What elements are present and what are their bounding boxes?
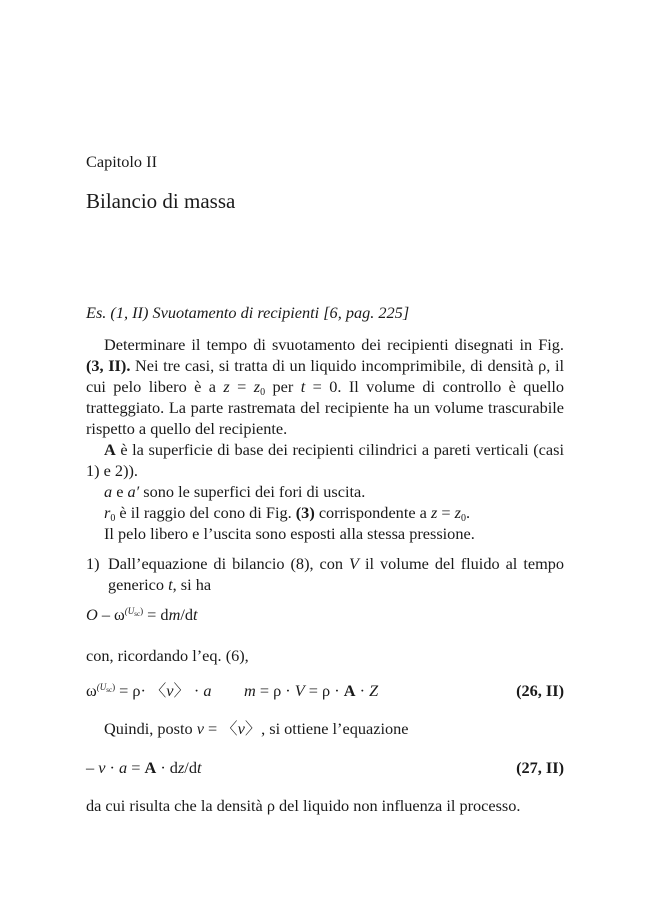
pressure-note: Il pelo libero e l’uscita sono esposti alla stessa pressione. xyxy=(104,524,475,543)
quindi-text: Quindi, posto v = 〈v〉, si ottiene l’equazione xyxy=(104,719,409,738)
area-definition: A è la superficie di base dei recipienti cilindrici a pareti verticali (casi 1) e 2)). xyxy=(86,440,564,480)
chapter-title: Bilancio di massa xyxy=(86,189,236,213)
exercise-heading: Es. (1, II) Svuotamento di recipienti [6, pag. 225] xyxy=(86,303,410,322)
intro-paragraph: Determinare il tempo di svuotamento dei recipienti disegnati in Fig. (3, II). Nei tre casi, si tratta di un liquido incomprimibile, di densità ρ, il cui pelo libero è a $z = z_0$ per t = 0. Il volume di controllo è quello tratteggiato. La parte rastremata del recipiente ha un volume trascurabile rispetto a quello del recipiente. xyxy=(86,335,565,438)
chapter-label: Capitolo II xyxy=(86,152,157,171)
equation-26: (26, II) $\omega^{(U_{sc})} = \rho\cdot$ 〈v〉 · a m = ρ · V = ρ · A · Z xyxy=(86,681,564,700)
equation-number: (27, II) xyxy=(516,758,564,777)
holes-definition: a e a′ sono le superfici dei fori di uscita. xyxy=(104,482,366,501)
recall-text: con, ricordando l’eq. (6), xyxy=(86,646,249,665)
radius-definition: $r_0$ è il raggio del cono di Fig. (3) corrispondente a $z = z_0$. xyxy=(104,503,471,524)
item-number: 1) xyxy=(86,554,100,573)
equation-number: (26, II) xyxy=(516,681,564,700)
item-1: 1) Dall’equazione di bilancio (8), con V il volume del fluido al tempo generico t, si ha xyxy=(86,554,565,594)
conclusion-text: da cui risulta che la densità ρ del liquido non influenza il processo. xyxy=(86,796,521,815)
equation-balance: $O - \omega^{(U_{sc})} = dm/dt$ xyxy=(86,605,198,624)
equation-27: (27, II) – v · a = A · dz/dt xyxy=(86,758,564,777)
intro-text xyxy=(86,334,564,544)
